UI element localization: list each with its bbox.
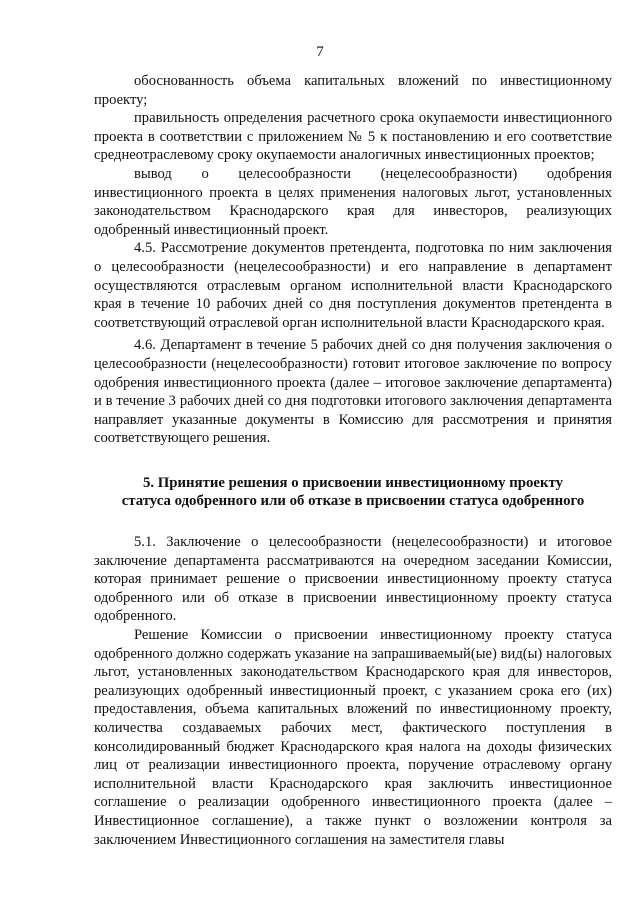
page-number: 7 [316, 44, 324, 60]
paragraph-justification-volume: обоснованность объема капитальных вложений по инвестиционному проекту; [94, 73, 612, 108]
paragraph-4-6: 4.6. Департамент в течение 5 рабочих дней со дня получения заключения о целесообразности (нецелесообразности) готовит итоговое заключение по вопросу одобрения инвестиционного проекта (далее – итоговое заключение департамента) и в течение 3 рабочих дней со дня подготовки итогового заключения департамента направляет указанные документы в Комиссию для рассмотрения и принятия соответствующего решения. [94, 337, 612, 447]
section-heading-line-1: 5. Принятие решения о присвоении инвестиционному проекту [142, 474, 563, 491]
paragraph-payback-period: правильность определения расчетного срока окупаемости инвестиционного проекта в соответствии с приложением № 5 к постановлению и его соответствие среднеотраслевому сроку окупаемости аналогичных инвестиционных проектов; [94, 110, 612, 164]
paragraph-commission-decision: Решение Комиссии о присвоении инвестиционному проекту статуса одобренного должно содержать указание на запрашиваемый(ые) вид(ы) налоговых льгот, установленных законодательством Краснодарского края для инвесторов, реализующих одобренный инвестиционный проект, с указанием срока его (их) предоставления, объема капитальных вложений по инвестиционному проекту, количества создаваемых рабочих мест, фактического поступления в консолидированный бюджет Краснодарского края налога на доходы физических лиц от реализации инвестиционного проекта, поручение отраслевому органу исполнительной власти Краснодарского края заключить инвестиционное соглашение о реализации одобренного инвестиционного проекта (далее – Инвестиционное соглашение), а также пункт о возложении контроля за заключением Инвестиционного соглашения на заместителя главы [94, 627, 612, 848]
paragraph-conclusion: вывод о целесообразности (нецелесообразности) одобрения инвестиционного проекта в целях применения налоговых льгот, установленных законодательством Краснодарского края для инвесторов, реализующих одобренный инвестиционный проект. [94, 165, 612, 238]
paragraph-5-1: 5.1. Заключение о целесообразности (нецелесообразности) и итоговое заключение департамента рассматриваются на очередном заседании Комиссии, которая принимает решение о присвоении инвестиционному проекту статуса одобренного или об отказе в присвоении инвестиционному проекту статуса одобренного. [94, 534, 612, 625]
paragraph-4-5: 4.5. Рассмотрение документов претендента, подготовка по ним заключения о целесообразности (нецелесообразности) и его направление в департамент осуществляются отраслевым органом исполнительной власти Краснодарского края в течение 10 рабочих дней со дня поступления документов претендента в соответствующий отраслевой орган исполнительной власти Краснодарского края. [94, 240, 612, 331]
section-heading-line-2: статуса одобренного или об отказе в присвоении статуса одобренного [121, 493, 585, 510]
document-body [94, 72, 612, 849]
section-5-heading [94, 474, 612, 511]
